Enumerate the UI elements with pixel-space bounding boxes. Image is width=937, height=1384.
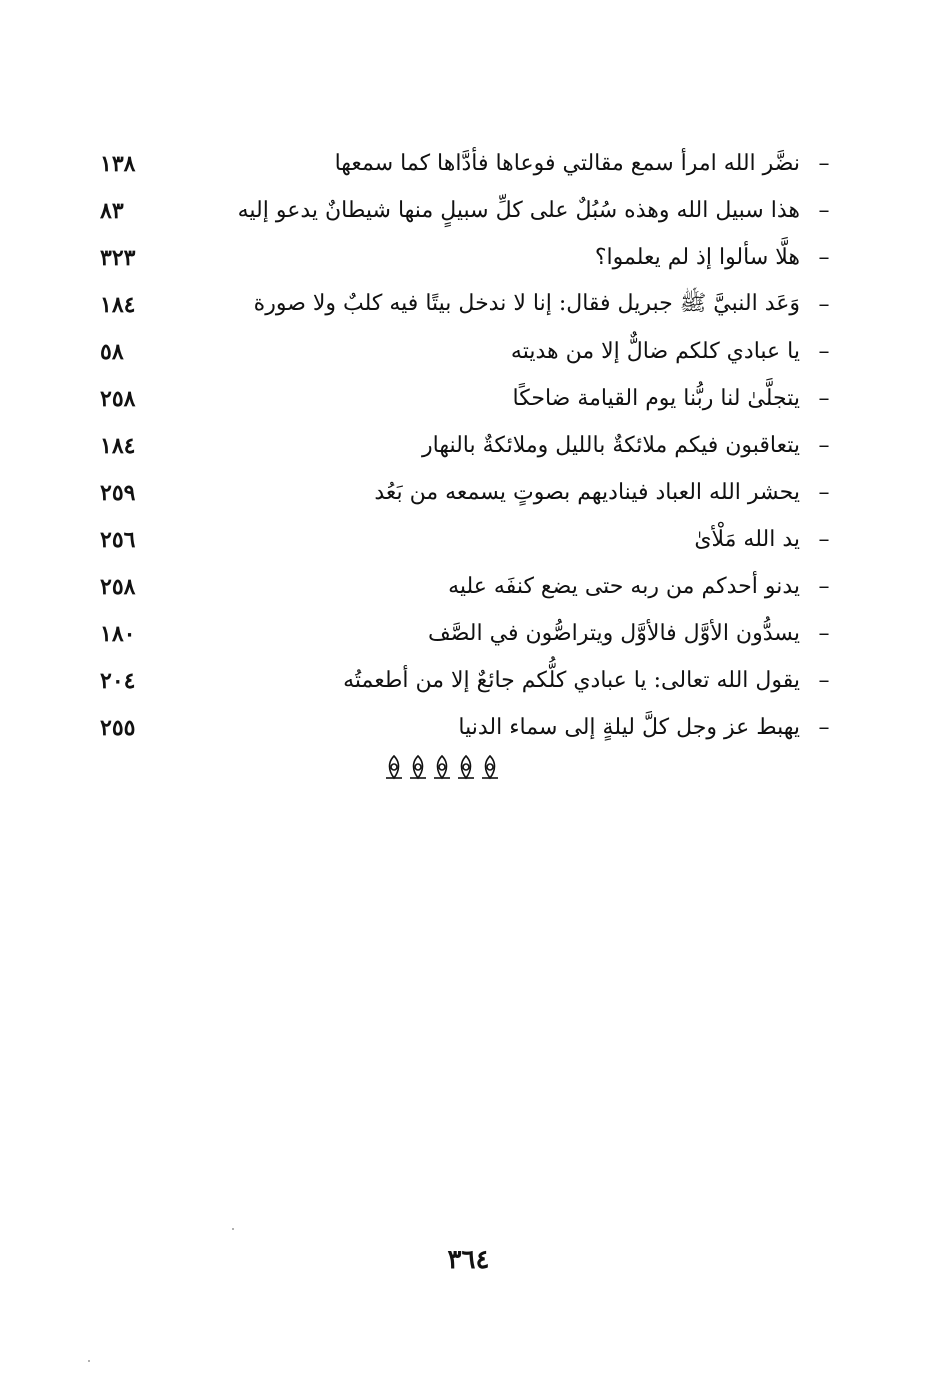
entry-text-group bbox=[238, 198, 830, 223]
page-number: ٣٦٤ bbox=[447, 1245, 490, 1275]
entry-page-number: ١٣٨ bbox=[100, 150, 136, 177]
index-entry bbox=[100, 610, 830, 657]
entry-text-group bbox=[448, 574, 830, 599]
entry-page-number: ٥٨ bbox=[100, 338, 124, 365]
entry-page-number: ١٨٤ bbox=[100, 291, 136, 318]
entry-page-number: ٢٥٥ bbox=[100, 714, 136, 741]
entry-dash: – bbox=[818, 245, 830, 270]
entry-page-number: ٢٥٦ bbox=[100, 526, 136, 553]
entry-text-group bbox=[374, 480, 830, 505]
entry-text-group bbox=[595, 245, 830, 270]
entry-text: يسدُّون الأوَّل فالأوَّل ويتراصُّون في الصَّف bbox=[427, 621, 800, 646]
index-entry bbox=[100, 516, 830, 563]
entry-text: يتعاقبون فيكم ملائكةٌ بالليل وملائكةٌ بالنهار bbox=[422, 433, 800, 458]
entry-text: يهبط عز وجل كلَّ ليلةٍ إلى سماء الدنيا bbox=[458, 715, 800, 740]
entry-dash: – bbox=[818, 715, 830, 740]
entry-text-group bbox=[335, 151, 830, 176]
entry-text-group bbox=[513, 386, 831, 411]
floral-ornament-icon bbox=[380, 752, 506, 782]
entry-dash: – bbox=[818, 198, 830, 223]
entry-page-number: ٢٥٨ bbox=[100, 573, 136, 600]
entry-page-number: ٢٥٩ bbox=[100, 479, 136, 506]
index-entry bbox=[100, 234, 830, 281]
entry-page-number: ٢٥٨ bbox=[100, 385, 136, 412]
entry-text-group bbox=[428, 621, 830, 646]
index-entry bbox=[100, 657, 830, 704]
entry-page-number: ١٨٠ bbox=[100, 620, 136, 647]
index-entry bbox=[100, 281, 830, 328]
entry-text: يقول الله تعالى: يا عبادي كلُّكم جائعٌ إلا من أطعمتُه bbox=[343, 668, 800, 693]
entry-text-group bbox=[422, 433, 830, 458]
index-entry bbox=[100, 469, 830, 516]
index-entry bbox=[100, 187, 830, 234]
entry-dash: – bbox=[818, 433, 830, 458]
entry-text: يد الله مَلْأىٰ bbox=[694, 527, 800, 552]
index-entry bbox=[100, 328, 830, 375]
index-entry bbox=[100, 140, 830, 187]
entry-text: نضَّر الله امرأ سمع مقالتي فوعاها فأدَّاها كما سمعها bbox=[334, 151, 800, 176]
entry-text-group bbox=[343, 668, 830, 693]
entry-text: هذا سبيل الله وهذه سُبُلٌ على كلِّ سبيلٍ منها شيطانٌ يدعو إليه bbox=[237, 198, 800, 223]
index-entry bbox=[100, 375, 830, 422]
entry-dash: – bbox=[818, 527, 830, 552]
entry-dash: – bbox=[818, 621, 830, 646]
index-entry bbox=[100, 422, 830, 469]
entry-dash: – bbox=[818, 386, 830, 411]
entry-dash: – bbox=[818, 574, 830, 599]
index-entry bbox=[100, 563, 830, 610]
entry-text: يا عبادي كلكم ضالٌّ إلا من هديته bbox=[510, 339, 800, 364]
entry-dash: – bbox=[818, 480, 830, 505]
scan-speck bbox=[88, 1360, 90, 1362]
entry-text-group bbox=[694, 527, 830, 552]
entry-text-group bbox=[254, 289, 830, 321]
entry-text-group bbox=[511, 339, 830, 364]
entry-dash: – bbox=[818, 668, 830, 693]
hadith-index-list bbox=[100, 140, 830, 751]
entry-text: يدنو أحدكم من ربه حتى يضع كنفَه عليه bbox=[448, 574, 800, 599]
entry-page-number: ٣٢٣ bbox=[100, 244, 136, 271]
entry-page-number: ١٨٤ bbox=[100, 432, 136, 459]
entry-text: يتجلَّىٰ لنا ربُّنا يوم القيامة ضاحكًا bbox=[512, 386, 800, 411]
index-entry bbox=[100, 704, 830, 751]
entry-text-group bbox=[458, 715, 830, 740]
entry-dash: – bbox=[818, 292, 830, 317]
scan-speck bbox=[232, 1228, 234, 1230]
entry-text: هلَّا سألوا إذ لم يعلموا؟ bbox=[594, 245, 800, 270]
entry-dash: – bbox=[818, 339, 830, 364]
entry-text: وَعَد النبيَّ ﷺ جبريل فقال: إنا لا ندخل بيتًا فيه كلبٌ ولا صورة bbox=[253, 290, 800, 316]
entry-dash: – bbox=[818, 151, 830, 176]
entry-page-number: ٢٠٤ bbox=[100, 667, 136, 694]
entry-page-number: ٨٣ bbox=[100, 197, 124, 224]
entry-text: يحشر الله العباد فيناديهم بصوتٍ يسمعه من بَعُد bbox=[374, 480, 800, 505]
